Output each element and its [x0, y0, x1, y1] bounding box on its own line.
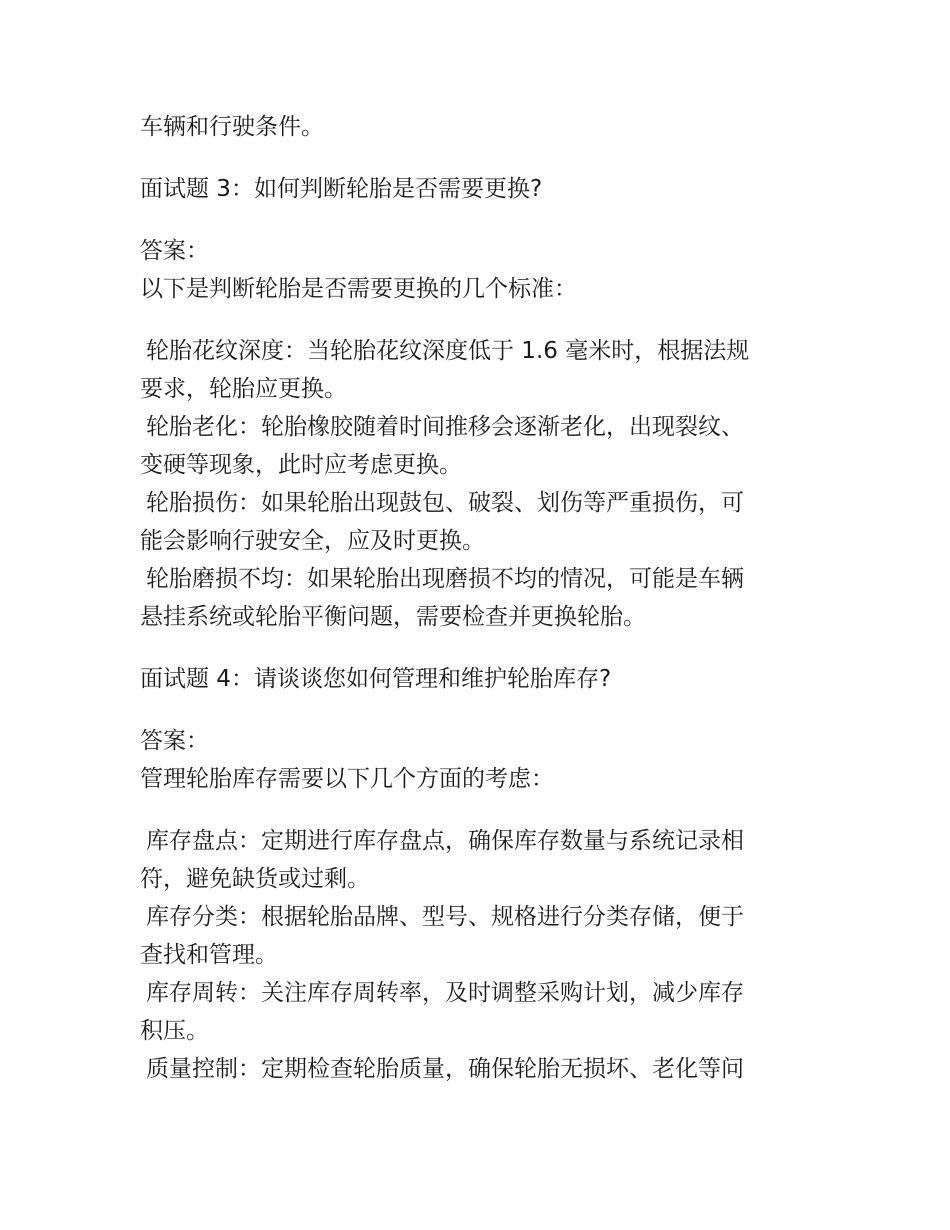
q3-item-1-line-1: 轮胎花纹深度：当轮胎花纹深度低于 1.6 毫米时，根据法规: [146, 338, 750, 364]
intro-tail-text: 车辆和行驶条件。: [140, 114, 324, 140]
q3-item-2-line-1: 轮胎老化：轮胎橡胶随着时间推移会逐渐老化，出现裂纹、: [146, 414, 744, 440]
spacer: [140, 798, 800, 822]
spacer: [140, 146, 800, 170]
q4-item-1-line-1: 库存盘点：定期进行库存盘点，确保库存数量与系统记录相: [146, 828, 744, 854]
spacer: [140, 636, 800, 660]
q3-title: 面试题 3：如何判断轮胎是否需要更换?: [140, 176, 543, 202]
q3-item-2-line-2: 变硬等现象，此时应考虑更换。: [140, 452, 462, 478]
q3-item-4-line-2: 悬挂系统或轮胎平衡问题，需要检查并更换轮胎。: [140, 604, 646, 630]
spacer: [140, 308, 800, 332]
q3-list: [140, 332, 800, 636]
q4-item-2-line-2: 查找和管理。: [140, 942, 278, 968]
spacer: [140, 208, 800, 232]
q4-item-2-line-1: 库存分类：根据轮胎品牌、型号、规格进行分类存储，便于: [146, 904, 744, 930]
document-page: [140, 108, 800, 1088]
q4-item-4-line-1: 质量控制：定期检查轮胎质量，确保轮胎无损坏、老化等问: [146, 1056, 744, 1082]
q3-item-3-line-2: 能会影响行驶安全，应及时更换。: [140, 528, 485, 554]
q4-lead: 管理轮胎库存需要以下几个方面的考虑：: [140, 766, 554, 792]
q4-list: [140, 822, 800, 1088]
spacer: [140, 698, 800, 722]
q3-item-3-line-1: 轮胎损伤：如果轮胎出现鼓包、破裂、划伤等严重损伤，可: [146, 490, 744, 516]
q3-answer-label: 答案：: [140, 238, 209, 264]
q4-item-1-line-2: 符，避免缺货或过剩。: [140, 866, 370, 892]
q3-lead: 以下是判断轮胎是否需要更换的几个标准：: [140, 276, 577, 302]
q4-item-3-line-2: 积压。: [140, 1018, 209, 1044]
q3-item-1-line-2: 要求，轮胎应更换。: [140, 376, 347, 402]
q4-item-3-line-1: 库存周转：关注库存周转率，及时调整采购计划，减少库存: [146, 980, 744, 1006]
q3-item-4-line-1: 轮胎磨损不均：如果轮胎出现磨损不均的情况，可能是车辆: [146, 566, 744, 592]
q4-answer-label: 答案：: [140, 728, 209, 754]
q4-title: 面试题 4：请谈谈您如何管理和维护轮胎库存?: [140, 666, 612, 692]
